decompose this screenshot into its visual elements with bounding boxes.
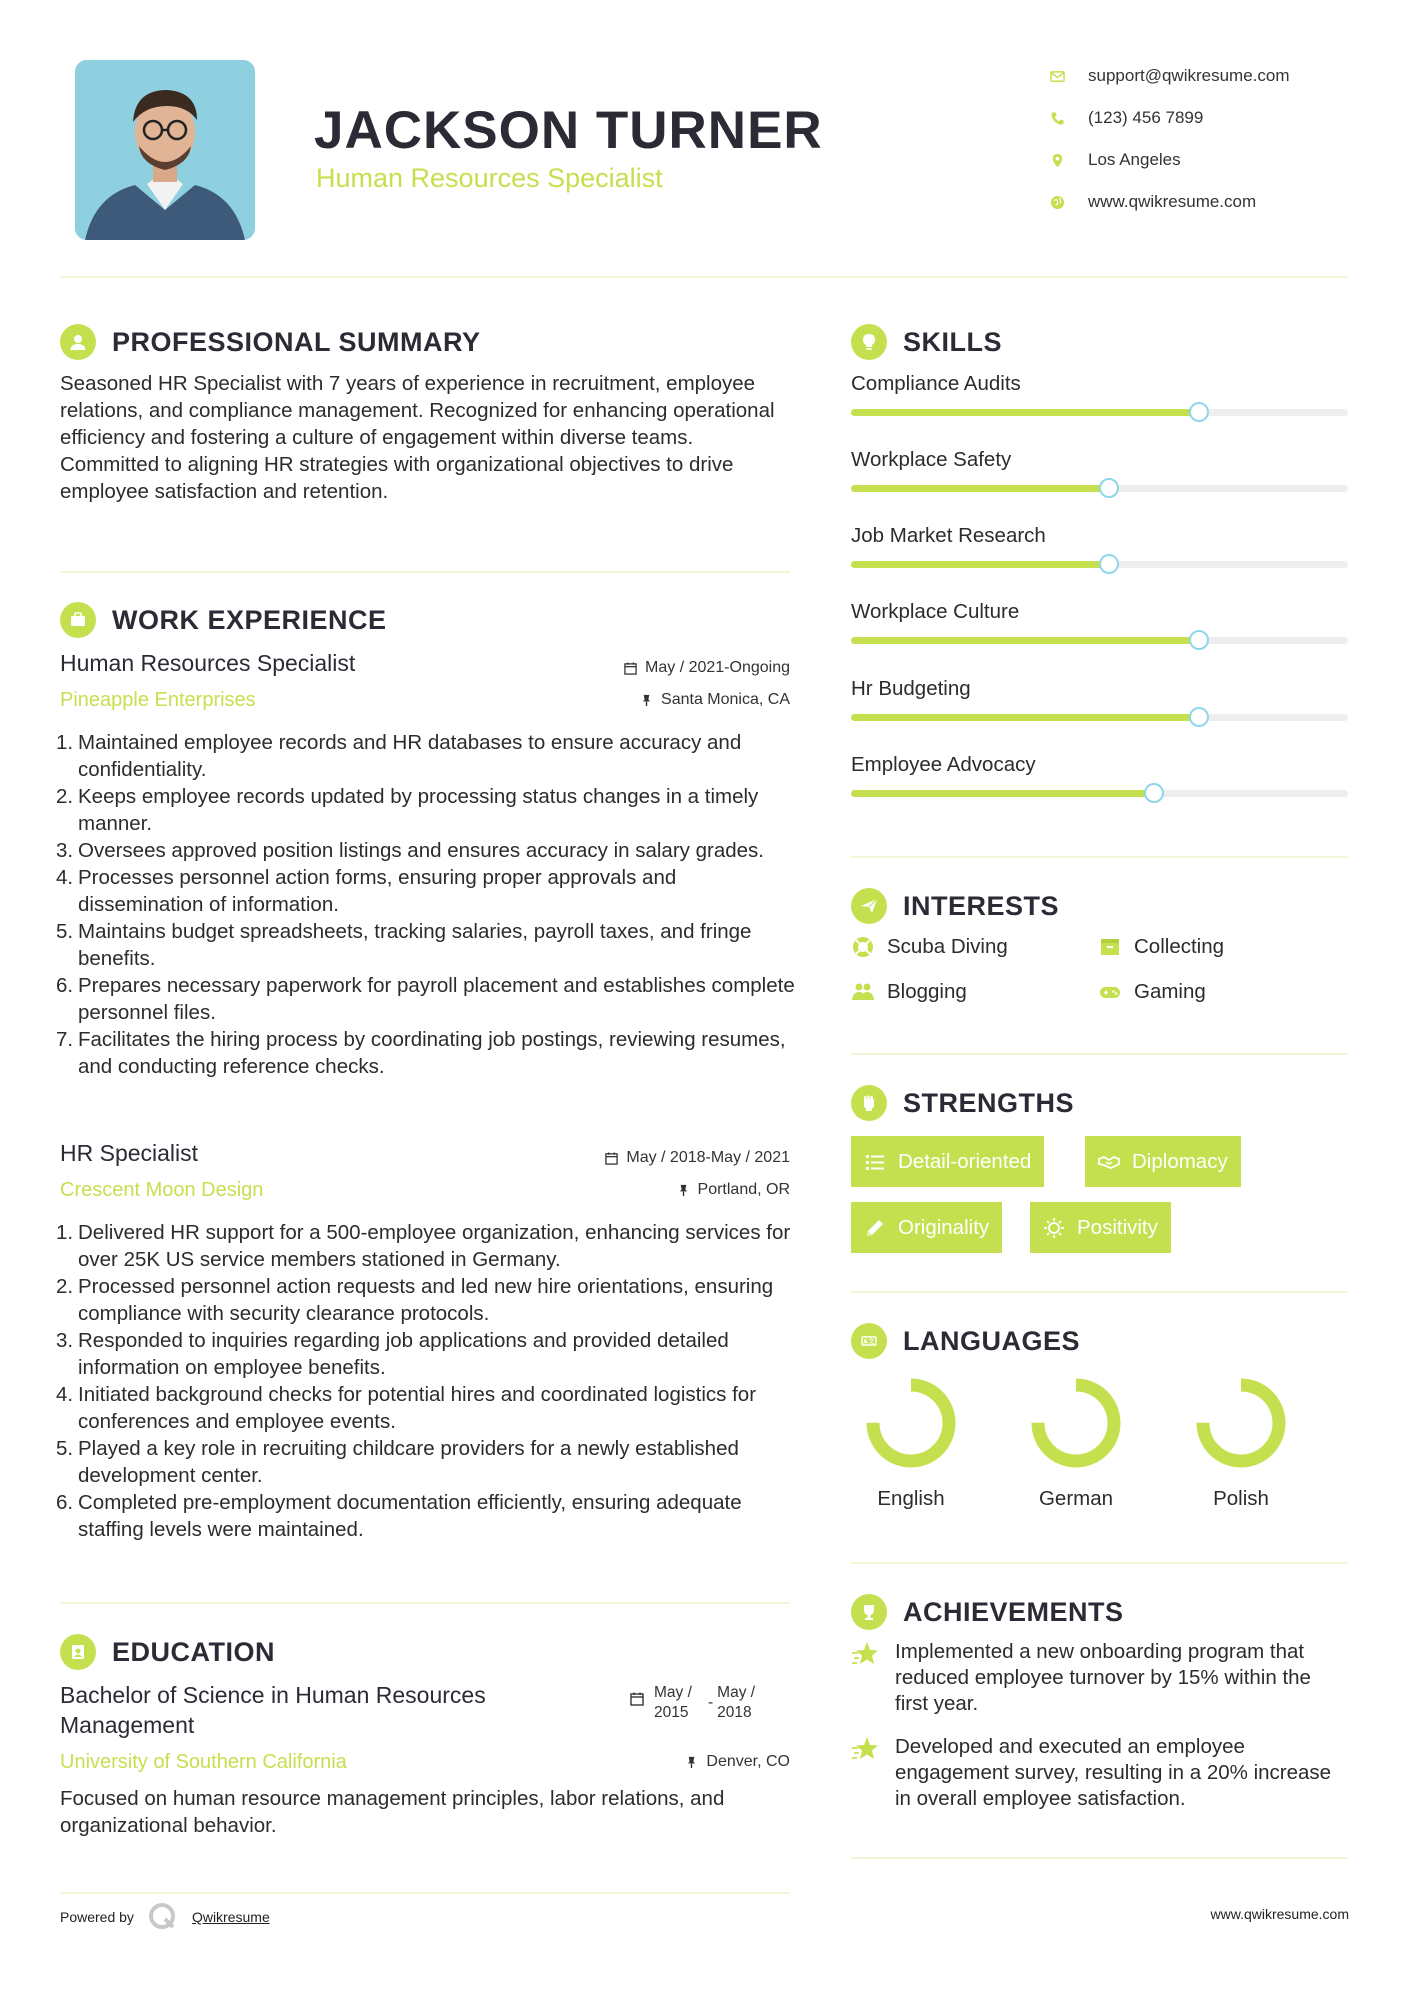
summary-divider [60,571,790,573]
contact-email-text: support@qwikresume.com [1088,66,1290,85]
job-1-location-text: Santa Monica, CA [661,691,790,708]
list-item: Initiated background checks for potential hires and coordinated logistics for conferences and employee events. [78,1383,757,1433]
language-ring-arc [1038,1385,1114,1461]
interest-blogging [851,980,967,1004]
contact-website[interactable] [1050,181,1390,223]
education-date [630,1683,767,1723]
skills-divider [851,856,1348,858]
list-icon [864,1151,886,1173]
job-2-date [605,1149,790,1167]
skill-knob [1099,478,1119,498]
job-2-title: HR Specialist [60,1140,199,1166]
job-2-location-text: Portland, OR [697,1181,790,1198]
users-icon [851,980,875,1004]
list-item: Delivered HR support for a 500-employee organization, enhancing services for over 25K US service members stationed in Germany. [78,1221,791,1271]
language-level-ring [861,1373,961,1473]
job-2-responsibilities [60,1219,800,1543]
achievement-text: Developed and executed an employee engagement survey, resulting in a 20% increase in overall employee satisfaction. [895,1735,1332,1810]
job-1-responsibilities [60,729,800,1080]
list-item: Keeps employee records updated by processing status changes in a timely manner. [78,785,759,835]
skill-track [851,637,1348,644]
skills-heading [851,324,1002,360]
education-date-start: May / 2015 [654,1684,692,1721]
candidate-name: JACKSON TURNER [314,101,823,160]
svg-text:A文: A文 [863,1338,875,1346]
skill-label: Hr Budgeting [851,677,971,700]
skill-track [851,409,1348,416]
interest-gaming [1098,980,1206,1004]
interest-collecting [1098,935,1224,959]
language-label: Polish [1213,1487,1269,1510]
pushpin-icon [640,694,653,707]
list-item: Processed personnel action requests and led new hire orientations, ensuring compliance with security clearance protocols. [78,1275,774,1325]
achievements-divider [851,1857,1348,1859]
education-heading [60,1634,275,1670]
contact-location-text: Los Angeles [1088,150,1181,169]
trophy-icon [851,1594,887,1630]
pushpin-icon [677,1184,690,1197]
education-date-end: May / 2018 [717,1684,756,1721]
strength-label: Diplomacy [1132,1149,1228,1173]
skill-label: Compliance Audits [851,372,1021,395]
calendar-icon [624,662,637,675]
contact-phone-text: (123) 456 7899 [1088,108,1204,127]
date-separator: - [708,1694,714,1711]
briefcase-icon [60,602,96,638]
achievements-title: ACHIEVEMENTS [903,1596,1124,1627]
candidate-role: Human Resources Specialist [316,163,663,193]
interest-label: Scuba Diving [887,935,1008,958]
language-label: English [877,1487,945,1510]
job-2-location [677,1181,790,1199]
lightbulb-icon [851,324,887,360]
contact-phone[interactable] [1050,97,1390,139]
experience-divider [60,1602,790,1604]
languages-divider [851,1562,1348,1564]
lifebuoy-icon [851,935,875,959]
job-1-date [624,659,790,677]
strengths-divider [851,1291,1348,1293]
language-ring-arc [1203,1385,1279,1461]
job-2-date-text: May / 2018-May / 2021 [626,1149,790,1166]
skill-label: Job Market Research [851,524,1046,547]
skill-label: Workplace Culture [851,600,1020,623]
contact-website-text: www.qwikresume.com [1088,192,1257,211]
skill-track [851,485,1348,492]
strength-label: Detail-oriented [898,1149,1032,1173]
skill-hr-budgeting [851,677,1348,753]
experience-heading [60,602,387,638]
brand-link[interactable]: Qwikresume [191,1909,270,1925]
skill-track [851,561,1348,568]
achievements-heading [851,1594,1124,1630]
interest-label: Collecting [1134,935,1225,958]
skill-track [851,790,1348,797]
calendar-icon [605,1152,618,1165]
skill-employee-advocacy [851,753,1348,829]
powered-by-label: Powered by [60,1909,134,1925]
skill-workplace-culture [851,600,1348,676]
list-item: Responded to inquiries regarding job applications and provided detailed information on employee benefits. [78,1329,729,1379]
fist-icon [851,1085,887,1121]
language-polish [1176,1373,1306,1511]
education-title: EDUCATION [112,1636,275,1667]
achievement-item [851,1639,1348,1717]
footer-divider [60,1892,790,1894]
globe-icon [1050,195,1088,210]
job-1-location [640,691,790,709]
experience-title: WORK EXPERIENCE [112,604,387,635]
calendar-icon [630,1692,644,1706]
summary-title: PROFESSIONAL SUMMARY [112,326,481,357]
strength-positivity [1030,1202,1171,1253]
skill-fill [851,790,1154,797]
phone-icon [1050,111,1088,126]
skill-label: Workplace Safety [851,448,1012,471]
sun-icon [1043,1217,1065,1239]
languages-heading [851,1323,1080,1359]
job-2-company: Crescent Moon Design [60,1179,264,1201]
school-name: University of Southern California [60,1751,347,1773]
language-level-ring [1191,1373,1291,1473]
summary-text: Seasoned HR Specialist with 7 years of experience in recruitment, employee relations, and compliance management. Recognized for enhancing operational efficiency and fostering a culture of engagement within diverse teams. Committed to aligning HR strategies with organizational objectives to drive employee satisfaction and retention. [60,372,775,503]
language-label: German [1038,1487,1114,1510]
strength-detail-oriented [851,1136,1044,1187]
skill-fill [851,714,1199,721]
pushpin-icon [685,1756,698,1769]
contact-email[interactable] [1050,55,1390,97]
skill-fill [851,485,1109,492]
list-item: Completed pre-employment documentation efficiently, ensuring adequate staffing levels were maintained. [78,1491,742,1541]
skill-workplace-safety [851,448,1348,524]
profile-photo [75,60,255,240]
skill-fill [851,561,1109,568]
job-1-title: Human Resources Specialist [60,650,356,676]
skill-knob [1099,554,1119,574]
skills-title: SKILLS [903,326,1003,357]
degree-title: Bachelor of Science in Human Resources Management [60,1682,486,1738]
skill-fill [851,637,1199,644]
location-pin-icon [1050,153,1088,168]
achievement-item [851,1734,1348,1812]
star-icon [851,1641,879,1667]
paper-plane-icon [851,888,887,924]
qwikresume-logo-icon [146,1900,180,1934]
languages-title: LANGUAGES [903,1325,1081,1356]
language-english [846,1373,976,1511]
job-1-company: Pineapple Enterprises [60,689,256,711]
skill-knob [1189,707,1209,727]
handshake-icon [1098,1151,1120,1173]
interests-title: INTERESTS [903,890,1060,921]
skill-label: Employee Advocacy [851,753,1036,776]
footer-url[interactable]: www.qwikresume.com [1210,1906,1349,1922]
skill-job-market-research [851,524,1348,600]
interests-heading [851,888,1059,924]
list-item: Processes personnel action forms, ensuring proper approvals and dissemination of information. [78,866,677,916]
interest-label: Gaming [1134,980,1206,1003]
summary-heading [60,324,481,360]
skill-fill [851,409,1199,416]
user-icon [60,324,96,360]
education-location-text: Denver, CO [706,1753,790,1770]
job-1-date-text: May / 2021-Ongoing [645,659,790,676]
list-item: Played a key role in recruiting childcare providers for a newly established development center. [78,1437,739,1487]
interest-scuba-diving [851,935,1008,959]
skill-compliance-audits [851,372,1348,448]
list-item: Facilitates the hiring process by coordinating job postings, reviewing resumes, and conducting reference checks. [78,1028,786,1078]
language-ring-arc [873,1385,949,1461]
list-item: Maintained employee records and HR databases to ensure accuracy and confidentiality. [78,731,742,781]
gamepad-icon [1098,980,1122,1004]
skill-knob [1189,402,1209,422]
powered-by [60,1900,270,1934]
language-german [1011,1373,1141,1511]
strength-diplomacy [1085,1136,1241,1187]
interest-label: Blogging [887,980,967,1003]
pencil-icon [864,1217,886,1239]
language-level-ring [1026,1373,1126,1473]
strengths-heading [851,1085,1074,1121]
skill-knob [1189,630,1209,650]
strengths-title: STRENGTHS [903,1087,1075,1118]
interests-divider [851,1053,1348,1055]
header-divider [60,276,1348,278]
education-description: Focused on human resource management principles, labor relations, and organizational behavior. [60,1787,725,1837]
list-item: Maintains budget spreadsheets, tracking salaries, payroll taxes, and fringe benefits. [78,920,752,970]
education-location [685,1753,790,1771]
translate-icon [851,1323,887,1359]
strength-label: Originality [898,1215,990,1239]
list-item: Prepares necessary paperwork for payroll placement and establishes complete personnel files. [78,974,795,1024]
list-item: Oversees approved position listings and ensures accuracy in salary grades. [78,839,764,862]
skill-knob [1144,783,1164,803]
graduation-icon [60,1634,96,1670]
star-icon [851,1736,879,1762]
strength-label: Positivity [1077,1215,1158,1239]
achievement-text: Implemented a new onboarding program that reduced employee turnover by 15% within the first year. [895,1640,1311,1715]
contact-list [1050,55,1390,223]
email-icon [1050,69,1088,84]
strength-originality [851,1202,1002,1253]
contact-location [1050,139,1390,181]
skill-track [851,714,1348,721]
archive-icon [1098,935,1122,959]
